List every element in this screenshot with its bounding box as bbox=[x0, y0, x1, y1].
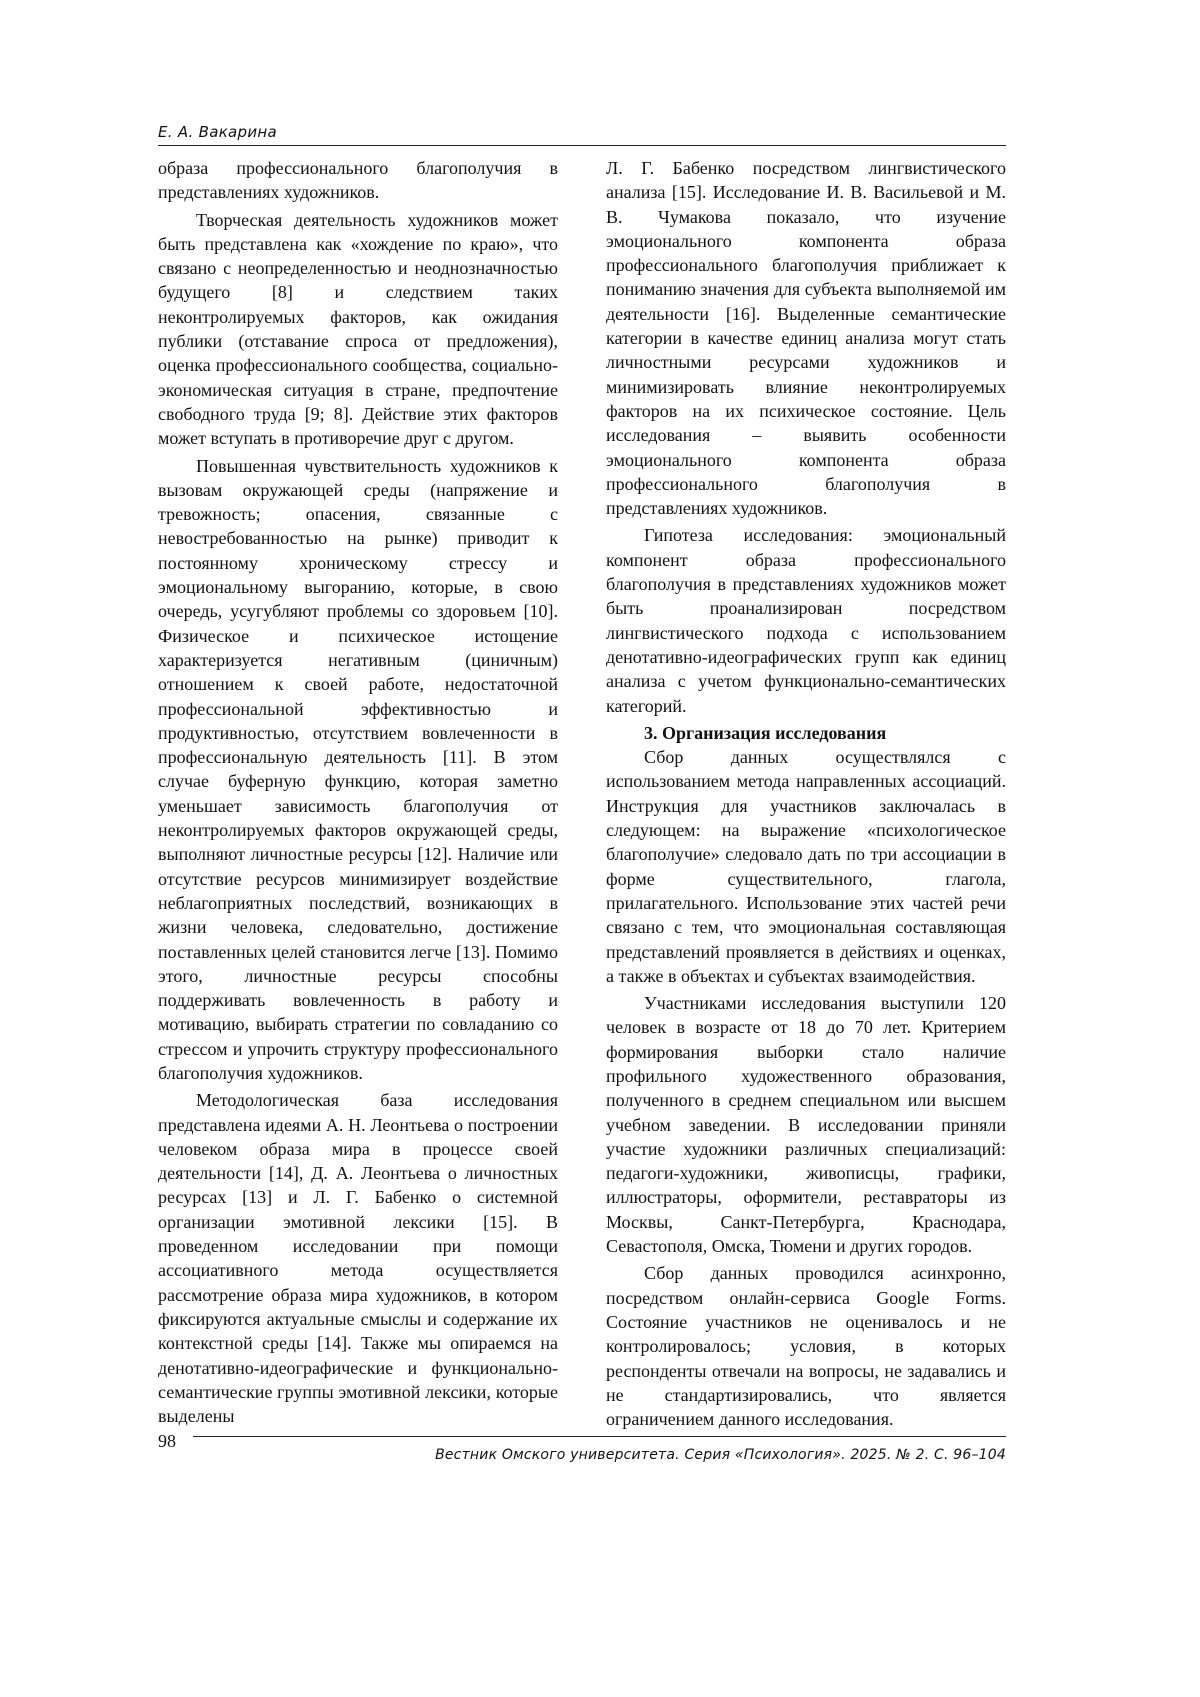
page-number: 98 bbox=[158, 1431, 176, 1451]
paragraph: Творческая деятельность художников может быть представлена как «хождение по краю», что связано с неопределенностью и неоднозначностью будущего [8] и следствием таких неконтролируемых факторов, как ожидания публики (отставание спроса от предложения), оценка профессионального сообщества, социально-экономическая ситуация в стране, предпочтение свободного труда [9; 8]. Действие этих факторов может вступать в противоречие друг с другом. bbox=[158, 209, 558, 449]
paragraph: Сбор данных проводился асинхронно, посредством онлайн-сервиса Google Forms. Состояние участников не оценивалось и не контролировалось; условия, в которых респонденты отвечали на вопросы, не задавались и не стандартизировались, что является ограничением данного исследования. bbox=[606, 1263, 1006, 1430]
section-heading: 3. Организация исследования bbox=[644, 722, 887, 743]
paragraph: Методологическая база исследования представлена идеями А. Н. Леонтьева о построении человеком образа мира в процессе своей деятельности [14], Д. А. Леонтьева о личностных ресурсах [13] и Л. Г. Бабенко о системной организации эмотивной лексики [15]. В проведенном исследовании при помощи ассоциативного метода осуществляется рассмотрение образа мира художников, в котором фиксируются актуальные смыслы и содержание их контекстной среды [14]. Также мы опираемся на денотативно-идеографические и функционально-семантические группы эмотивной лексики, которые выделены bbox=[158, 1090, 558, 1427]
paragraph: Повышенная чувствительность художников к вызовам окружающей среды (напряжение и тревожность; опасения, связанные с невостребованностью на рынке) приводит к постоянному хроническому стрессу и эмоциональному выгоранию, которые, в свою очередь, усугубляют проблемы со здоровьем [10]. Физическое и психическое истощение характеризуется негативным (циничным) отношением к своей работе, недостаточной профессиональной эффективностью и продуктивностью, отсутствием вовлеченности в профессиональную деятельность [11]. В этом случае буферную функцию, которая заметно уменьшает зависимость благополучия от неконтролируемых факторов окружающей среды, выполняют личностные ресурсы [12]. Наличие или отсутствие ресурсов минимизирует воздействие неблагоприятных последствий, возникающих в жизни человека, следовательно, достижение поставленных целей становится легче [13]. Помимо этого, личностные ресурсы способны поддерживать вовлеченность в работу и мотивацию, выбирать стратегии по совладанию со стрессом и упрочить структуру профессионального благополучия художников. bbox=[158, 455, 558, 1083]
running-header-author: Е. А. Вакарина bbox=[158, 123, 278, 141]
footer-divider bbox=[193, 1436, 1006, 1437]
left-column bbox=[158, 156, 558, 1431]
right-column bbox=[606, 156, 1006, 1434]
paragraph: образа профессионального благополучия в представлениях художников. bbox=[158, 158, 558, 203]
paragraph: Сбор данных осуществлялся с использованием метода направленных ассоциаций. Инструкция для участников заключалась в следующем: на выражение «психологическое благополучие» следовало дать по три ассоциации в форме существительного, глагола, прилагательного. Использование этих частей речи связано с тем, что эмоциональная составляющая представлений проявляется в действиях и оценках, а также в объектах и субъектах взаимодействия. bbox=[606, 747, 1006, 986]
journal-citation: Вестник Омского университета. Серия «Психология». 2025. № 2. С. 96–104 bbox=[435, 1447, 1006, 1463]
paragraph: Гипотеза исследования: эмоциональный компонент образа профессионального благополучия в представлениях художников может быть проанализирован посредством лингвистического подхода с использованием денотативно-идеографических групп как единиц анализа с учетом функционально-семантических категорий. bbox=[606, 525, 1006, 716]
paragraph: Участниками исследования выступили 120 человек в возрасте от 18 до 70 лет. Критерием формирования выборки стало наличие профильного художественного образования, полученного в среднем специальном или высшем учебном заведении. В исследовании приняли участие художники различных специализаций: педагоги-художники, живописцы, графики, иллюстраторы, оформители, реставраторы из Москвы, Санкт-Петербурга, Краснодара, Севастополя, Омска, Тюмени и других городов. bbox=[606, 993, 1006, 1257]
running-header bbox=[158, 123, 1006, 146]
paragraph: Л. Г. Бабенко посредством лингвистического анализа [15]. Исследование И. В. Васильевой и М. В. Чумакова показало, что изучение эмоционального компонента образа профессионального благополучия приближает к пониманию значения для субъекта выполняемой им деятельности [16]. Выделенные семантические категории в качестве единиц анализа могут стать личностными ресурсами художников и минимизировать влияние неконтролируемых факторов на их психическое состояние. Цель исследования – выявить особенности эмоционального компонента образа профессионального благополучия в представлениях художников. bbox=[606, 158, 1006, 519]
